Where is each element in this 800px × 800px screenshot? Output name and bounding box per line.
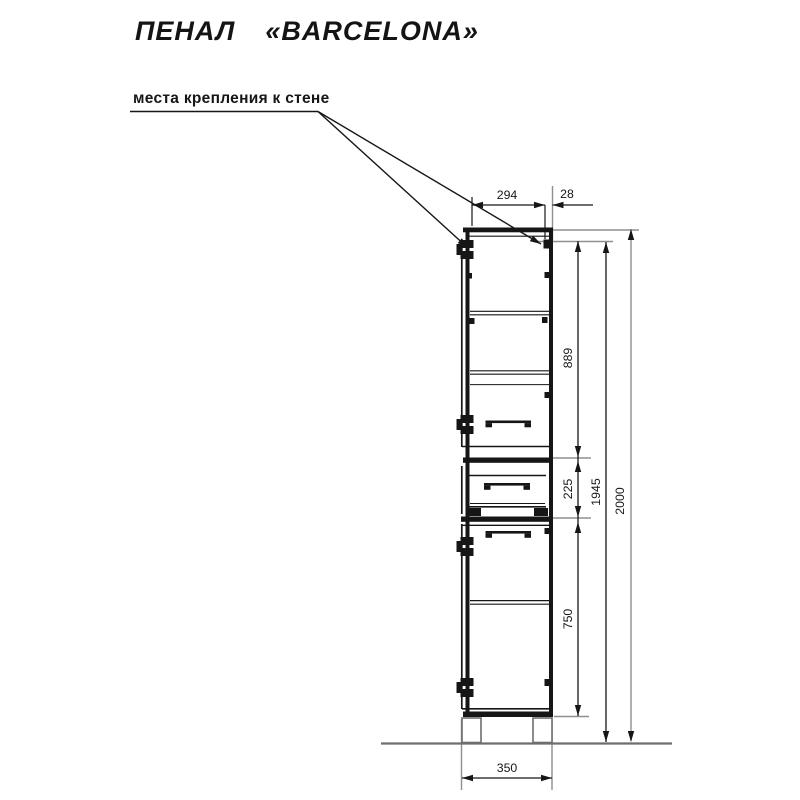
dim-1945: 1945 xyxy=(589,478,603,506)
drawing-title xyxy=(135,16,479,47)
handle-lower-door xyxy=(486,531,532,538)
dim-750: 750 xyxy=(561,608,575,630)
hinge-upper-door-bottom xyxy=(457,415,474,434)
cabinet-carcass xyxy=(461,228,553,718)
drawing-title-model: «BARCELONA» xyxy=(265,16,479,46)
handle-upper-door xyxy=(486,421,532,428)
wall-bracket-right xyxy=(544,240,553,249)
hinge-lower-door-bottom xyxy=(457,678,474,697)
handle-drawer xyxy=(484,483,530,490)
shelf-lines xyxy=(462,236,549,709)
dim-889: 889 xyxy=(561,347,575,369)
hinge-lower-door-top xyxy=(457,537,474,556)
hinge-details xyxy=(457,240,474,697)
drawing-title-product: ПЕНАЛ xyxy=(135,16,236,46)
dim-350: 350 xyxy=(496,761,518,775)
drawer-detail xyxy=(466,476,548,517)
cabinet-legs xyxy=(462,718,552,743)
dim-225: 225 xyxy=(561,478,575,500)
dim-2000: 2000 xyxy=(613,487,627,515)
dim-28: 28 xyxy=(560,187,574,201)
dim-294: 294 xyxy=(496,188,518,202)
wall-mount-label: места крепления к стене xyxy=(133,90,330,107)
